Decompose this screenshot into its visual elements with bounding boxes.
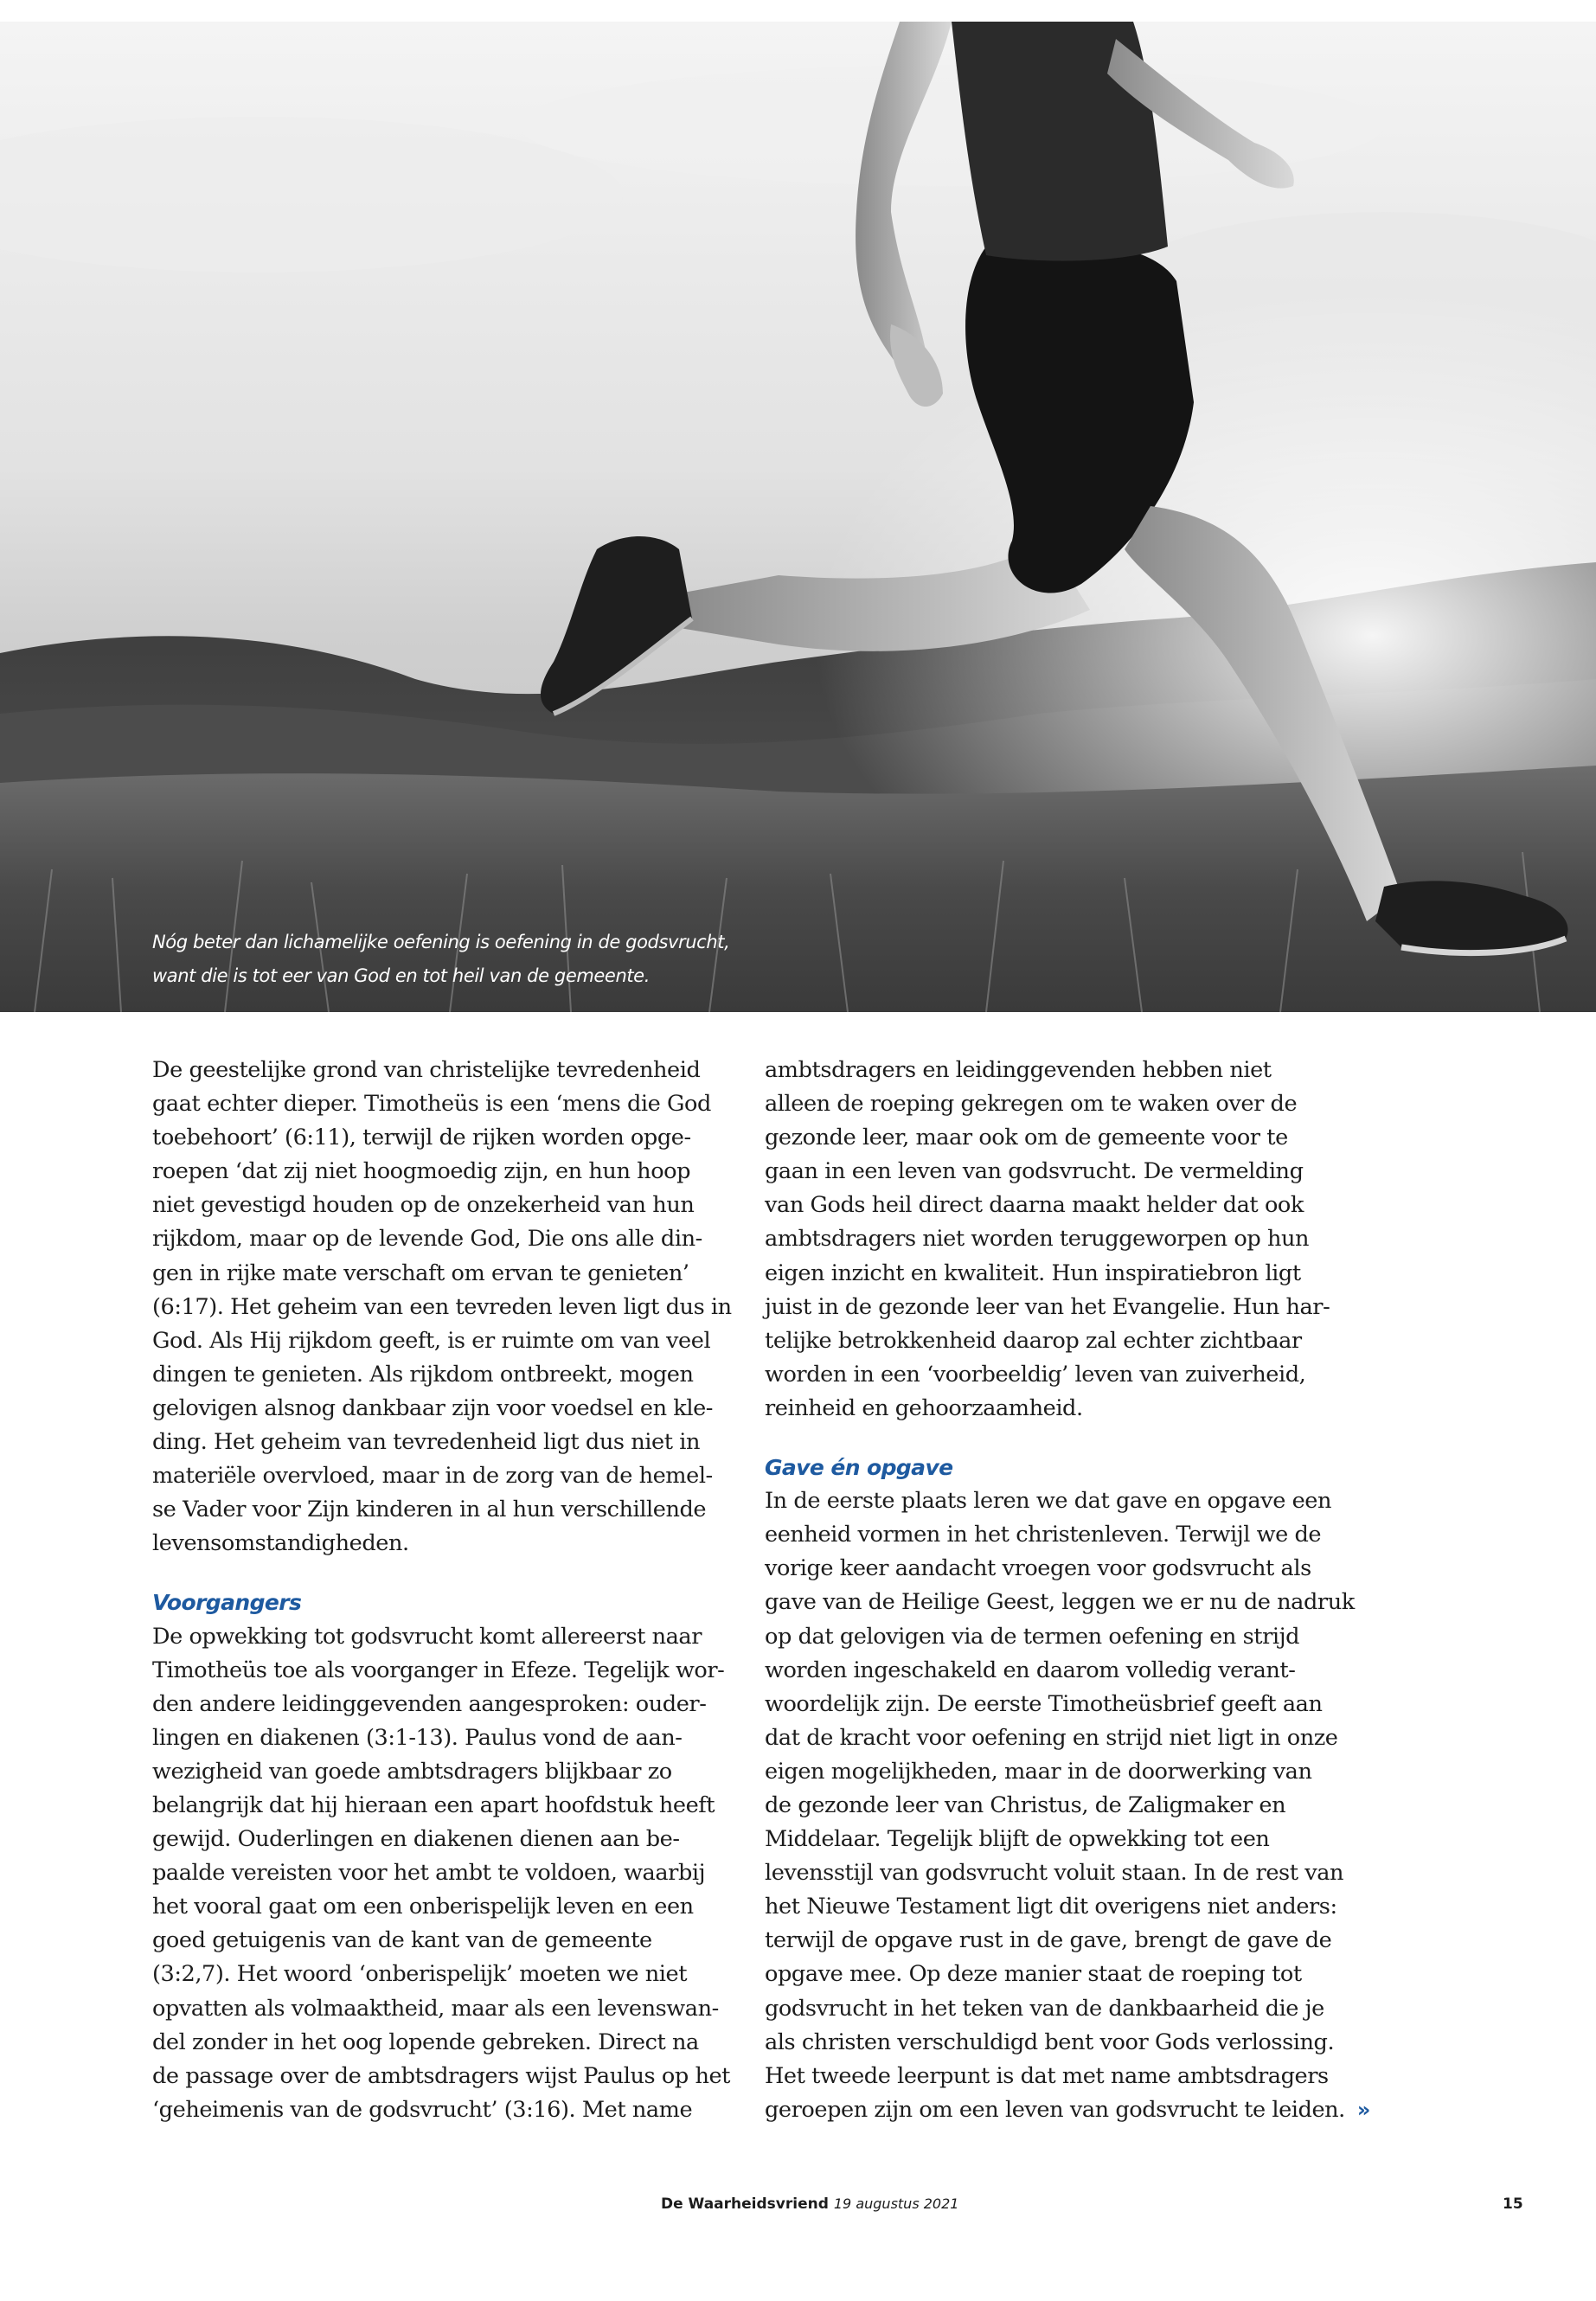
text-line: gaat echter dieper. Timotheüs is een ‘mens die God (152, 1091, 711, 1118)
paragraph-intro (152, 1054, 740, 1561)
text-line: De opwekking tot godsvrucht komt allereerst naar (152, 1623, 702, 1650)
text-line: eigen inzicht en kwaliteit. Hun inspiratiebron ligt (765, 1259, 1301, 1286)
text-line: het vooral gaat om een onberispelijk leven en een (152, 1894, 694, 1920)
text-line-last (765, 2093, 1370, 2127)
text-line: Middelaar. Tegelijk blijft de opwekking tot een (765, 1826, 1270, 1853)
text-line: de passage over de ambtsdragers wijst Paulus op het (152, 2062, 731, 2089)
text-line: worden ingeschakeld en daarom volledig verant- (765, 1657, 1296, 1683)
text-line: op dat gelovigen via de termen oefening en strijd (765, 1623, 1300, 1650)
text-line: (3:2,7). Het woord ‘onberispelijk’ moeten we niet (152, 1961, 688, 1988)
text-line: woordelijk zijn. De eerste Timotheüsbrief geeft aan (765, 1690, 1323, 1717)
text-line: ding. Het geheim van tevredenheid ligt dus niet in (152, 1429, 701, 1456)
caption-line: want die is tot eer van God en tot heil van de gemeente. (152, 965, 650, 987)
text-line: levensomstandigheden. (152, 1530, 409, 1557)
text-line: opgave mee. Op deze manier staat de roeping tot (765, 1961, 1302, 1988)
text-line: goed getuigenis van de kant van de gemeente (152, 1927, 652, 1954)
text-line: gave van de Heilige Geest, leggen we er nu de nadruk (765, 1589, 1355, 1616)
text-line: In de eerste plaats leren we dat gave en opgave een (765, 1488, 1331, 1515)
text-line: van Gods heil direct daarna maakt helder dat ook (765, 1192, 1304, 1219)
section-heading-gave-en-opgave: Gave én opgave (765, 1455, 953, 1481)
text-line-content: geroepen zijn om een leven van godsvrucht te leiden. (765, 2096, 1345, 2123)
text-line: gen in rijke mate verschaft om ervan te genieten’ (152, 1259, 689, 1286)
text-line: als christen verschuldigd bent voor Gods verlossing. (765, 2029, 1335, 2055)
text-line: lingen en diakenen (3:1-13). Paulus vond de aan- (152, 1724, 683, 1751)
text-line: godsvrucht in het teken van de dankbaarheid die je (765, 1995, 1324, 2022)
text-line: Timotheüs toe als voorganger in Efeze. Tegelijk wor- (152, 1657, 725, 1683)
continue-marker: » (1356, 2097, 1370, 2122)
text-line: telijke betrokkenheid daarop zal echter zichtbaar (765, 1327, 1302, 1354)
footer-publication (661, 2195, 958, 2213)
text-line: eenheid vormen in het christenleven. Terwijl we de (765, 1522, 1322, 1548)
text-line: dat de kracht voor oefening en strijd niet ligt in onze (765, 1724, 1338, 1751)
hero-photo (0, 22, 1596, 1012)
publication-date: 19 augustus 2021 (833, 2195, 959, 2212)
text-line: terwijl de opgave rust in de gave, brengt de gave de (765, 1927, 1332, 1954)
text-line: ambtsdragers en leidinggevenden hebben niet (765, 1057, 1272, 1083)
text-line: materiële overvloed, maar in de zorg van de hemel- (152, 1463, 713, 1490)
text-line: wezigheid van goede ambtsdragers blijkbaar zo (152, 1758, 672, 1785)
text-line: paalde vereisten voor het ambt te voldoen, waarbij (152, 1860, 706, 1887)
text-line: gaan in een leven van godsvrucht. De vermelding (765, 1158, 1304, 1185)
text-line: De geestelijke grond van christelijke tevredenheid (152, 1057, 701, 1083)
text-line: de gezonde leer van Christus, de Zaligmaker en (765, 1791, 1286, 1818)
text-line: ambtsdragers niet worden teruggeworpen op hun (765, 1226, 1310, 1253)
text-line: se Vader voor Zijn kinderen in al hun verschillende (152, 1497, 707, 1523)
text-line: niet gevestigd houden op de onzekerheid van hun (152, 1192, 695, 1219)
text-line: juist in de gezonde leer van het Evangelie. Hun har- (765, 1293, 1330, 1320)
text-line: God. Als Hij rijkdom geeft, is er ruimte om van veel (152, 1327, 711, 1354)
text-line: Het tweede leerpunt is dat met name ambtsdragers (765, 2062, 1329, 2089)
text-line: levensstijl van godsvrucht voluit staan. In de rest van (765, 1860, 1344, 1887)
paragraph-gave-en-opgave (765, 1484, 1370, 2127)
text-line: (6:17). Het geheim van een tevreden leven ligt dus in (152, 1293, 732, 1320)
page-number: 15 (1503, 2195, 1523, 2213)
text-line: den andere leidinggevenden aangesproken: ouder- (152, 1690, 707, 1717)
text-line: opvatten als volmaaktheid, maar als een levenswan- (152, 1995, 719, 2022)
text-line: eigen mogelijkheden, maar in de doorwerking van (765, 1758, 1312, 1785)
text-line: rijkdom, maar op de levende God, Die ons alle din- (152, 1226, 702, 1253)
text-line: gezonde leer, maar ook om de gemeente voor te (765, 1125, 1288, 1151)
right-column (765, 1054, 1370, 2127)
paragraph-ambtsdragers (765, 1054, 1353, 1426)
photo-caption (152, 930, 775, 997)
text-line: alleen de roeping gekregen om te waken over de (765, 1091, 1298, 1118)
text-line: reinheid en gehoorzaamheid. (765, 1394, 1083, 1421)
text-line: gelovigen alsnog dankbaar zijn voor voedsel en kle- (152, 1394, 713, 1421)
text-line: worden in een ‘voorbeeldig’ leven van zuiverheid, (765, 1361, 1306, 1388)
text-line: roepen ‘dat zij niet hoogmoedig zijn, en hun hoop (152, 1158, 691, 1185)
runner-illustration (0, 22, 1596, 1012)
publication-name: De Waarheidsvriend (661, 2195, 829, 2213)
paragraph-gap (152, 1561, 740, 1586)
text-line: del zonder in het oog lopende gebreken. Direct na (152, 2029, 699, 2055)
section-heading-voorgangers: Voorgangers (152, 1590, 302, 1616)
left-column (152, 1054, 740, 2127)
paragraph-gap (765, 1426, 1353, 1451)
text-line: ‘geheimenis van de godsvrucht’ (3:16). Met name (152, 2096, 693, 2123)
paragraph-voorgangers (152, 1620, 740, 2127)
text-line: gewijd. Ouderlingen en diakenen dienen aan be- (152, 1826, 680, 1853)
text-line: belangrijk dat hij hieraan een apart hoofdstuk heeft (152, 1791, 715, 1818)
caption-line: Nóg beter dan lichamelijke oefening is oefening in de godsvrucht, (152, 932, 730, 952)
text-line: vorige keer aandacht vroegen voor godsvrucht als (765, 1555, 1311, 1582)
text-line: het Nieuwe Testament ligt dit overigens niet anders: (765, 1894, 1337, 1920)
text-line: dingen te genieten. Als rijkdom ontbreekt, mogen (152, 1361, 694, 1388)
text-line: toebehoort’ (6:11), terwijl de rijken worden opge- (152, 1125, 691, 1151)
